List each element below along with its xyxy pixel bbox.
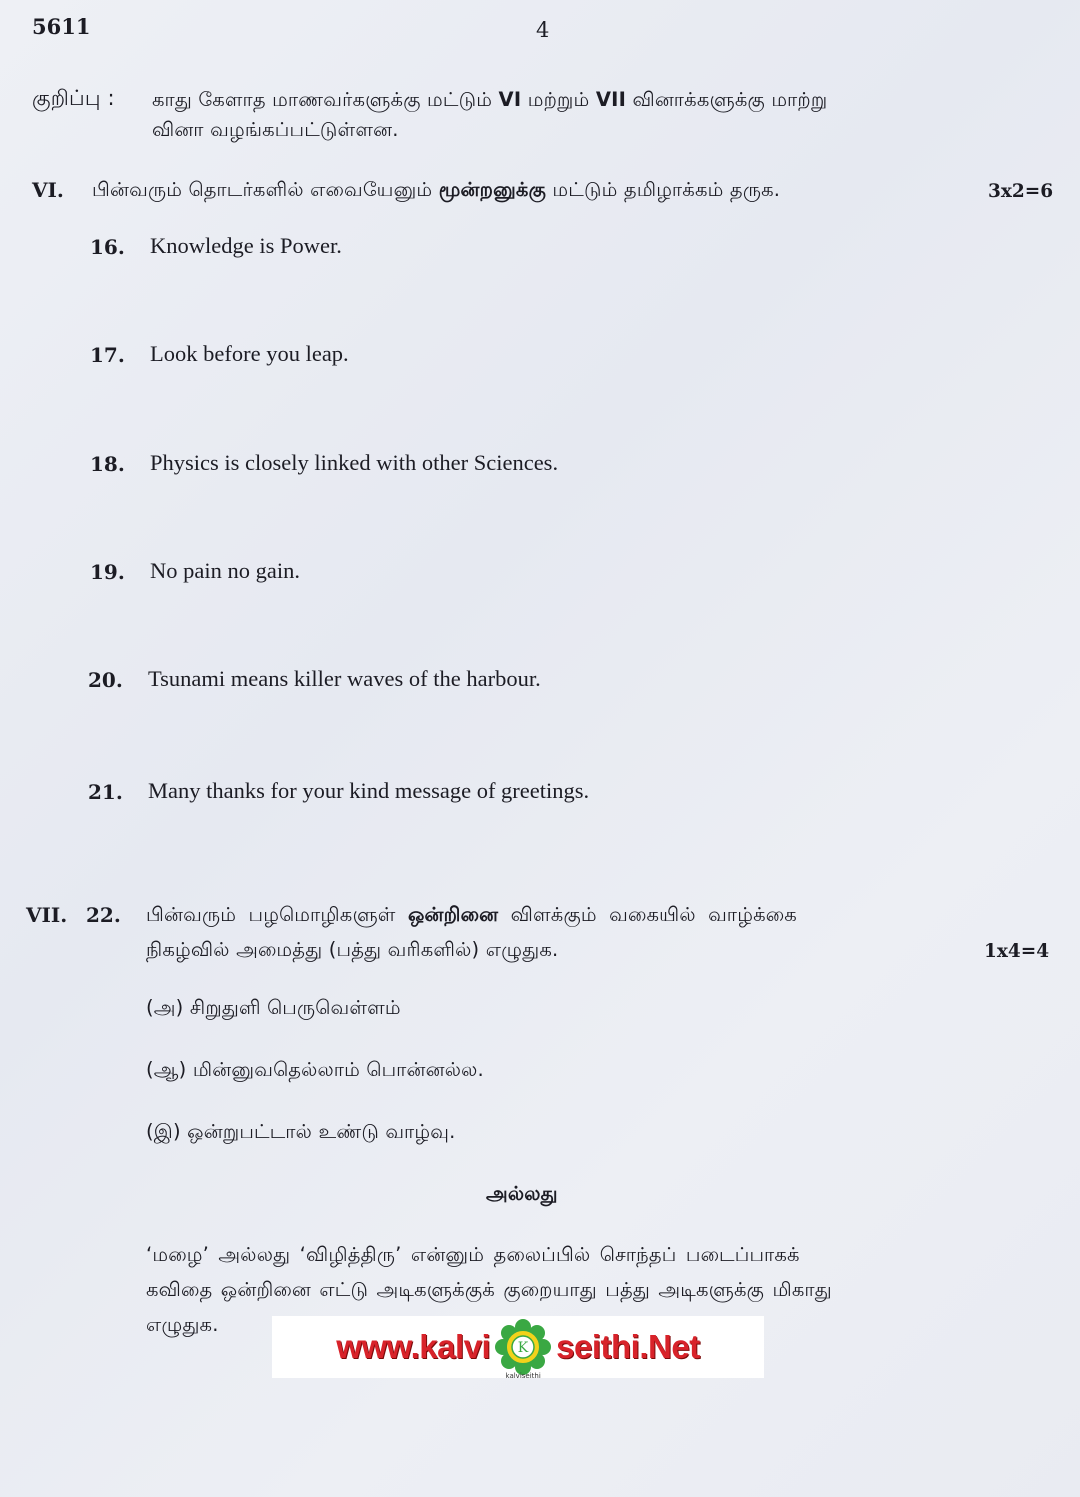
question-text: Look before you leap. [150, 341, 349, 366]
question-number: 19. [90, 560, 125, 584]
section-vii-line-2: நிகழ்வில் அமைத்து (பத்து வரிகளில்) எழுதுக. [146, 938, 559, 961]
alternative-line-3: எழுதுக. [146, 1313, 219, 1336]
logo-caption: kalviseithi [505, 1372, 541, 1380]
question-text: Knowledge is Power. [150, 233, 342, 258]
instruction-text: விளக்கும் வகையில் வாழ்க்கை [498, 903, 797, 926]
instruction-bold: மூன்றனுக்கு [438, 178, 547, 201]
question-number: 17. [90, 343, 125, 367]
question-number: 20. [88, 668, 123, 692]
section-vii-number: VII. [26, 903, 68, 927]
section-vii-line-1 [146, 903, 996, 929]
note-text: மற்றும் [521, 88, 596, 111]
question-number: 18. [90, 452, 125, 476]
note-line-2: வினா வழங்கப்பட்டுள்ளன. [152, 118, 399, 141]
alternative-line-1: ‘மழை’ அல்லது ‘விழித்திரு’ என்னும் தலைப்பில் சொந்தப் படைப்பாகக் [146, 1243, 800, 1266]
question-number: 16. [90, 235, 125, 259]
section-vii-marks: 1x4=4 [984, 941, 1050, 962]
watermark-text-right: seithi.Net [556, 1328, 700, 1365]
note-label: குறிப்பு : [32, 86, 115, 110]
note-line-1 [152, 88, 827, 114]
alternative-line-2: கவிதை ஒன்றினை எட்டு அடிகளுக்குக் குறையாது பத்து அடிகளுக்கு மிகாது [146, 1278, 832, 1301]
instruction-text: பின்வரும் பழமொழிகளுள் [146, 903, 408, 926]
section-vi-number: VI. [32, 178, 64, 202]
or-label: அல்லது [486, 1182, 558, 1205]
page-number: 4 [536, 18, 550, 42]
proverb-option: (அ) சிறுதுளி பெருவெள்ளம் [146, 996, 401, 1019]
proverb-option: (இ) ஒன்றுபட்டால் உண்டு வாழ்வு. [146, 1120, 456, 1143]
paper-code: 5611 [32, 14, 91, 39]
instruction-text: பின்வரும் தொடர்களில் எவையேனும் [92, 178, 439, 201]
question-text: Many thanks for your kind message of greetings. [148, 778, 590, 803]
question-number: 22. [86, 903, 121, 927]
note-text: காது கேளாத மாணவர்களுக்கு மட்டும் [152, 88, 499, 111]
logo-letter: K [517, 1340, 529, 1356]
question-text: No pain no gain. [150, 558, 300, 583]
watermark-banner [272, 1316, 764, 1378]
section-vi-marks: 3x2=6 [988, 181, 1054, 202]
note-text: வினாக்களுக்கு மாற்று [626, 88, 828, 111]
note-vi: VI [498, 88, 522, 111]
question-text: Physics is closely linked with other Sciences. [150, 450, 559, 475]
kalviseithi-logo-icon [494, 1318, 552, 1380]
instruction-bold: ஒன்றினை [408, 903, 499, 926]
watermark-text-left: www.kalvi [336, 1328, 491, 1365]
note-vii: VII [595, 88, 627, 111]
section-vi-instruction [92, 178, 780, 204]
proverb-option: (ஆ) மின்னுவதெல்லாம் பொன்னல்ல. [146, 1058, 484, 1081]
instruction-text: மட்டும் தமிழாக்கம் தருக. [546, 178, 781, 201]
question-text: Tsunami means killer waves of the harbour. [148, 666, 541, 691]
question-number: 21. [88, 780, 123, 804]
